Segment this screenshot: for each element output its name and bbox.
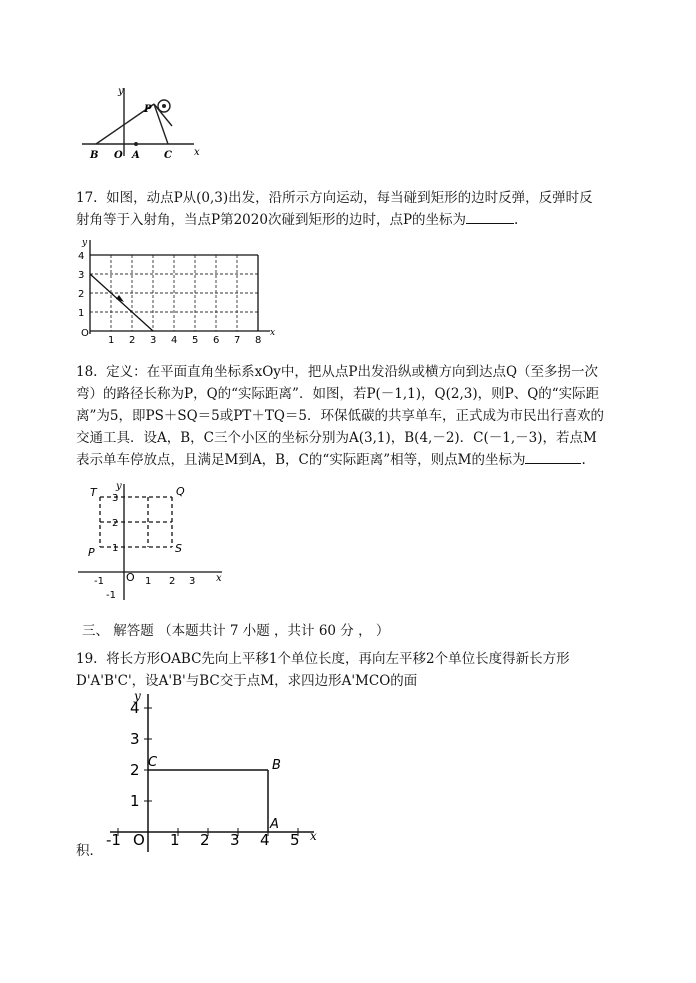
q17-number: 17. (76, 190, 98, 206)
q17-x-label: x (270, 328, 276, 338)
svg-text:2: 2 (169, 576, 176, 587)
q19-graph (100, 690, 325, 855)
q19-line2: D'A'B'C'，设A'B'与BC交于点M，求四边形A'MCO的面 (76, 673, 418, 689)
svg-text:2: 2 (130, 761, 140, 779)
svg-text:5: 5 (192, 335, 199, 346)
q19-origin: O (133, 831, 145, 849)
question-17 (76, 187, 636, 231)
svg-text:4: 4 (78, 251, 85, 262)
svg-text:3: 3 (130, 730, 140, 748)
svg-text:5: 5 (290, 831, 300, 849)
q17-answer-blank[interactable] (466, 211, 514, 224)
svg-text:6: 6 (213, 335, 220, 346)
top-figure (76, 82, 206, 162)
path-segment (90, 274, 153, 331)
top-fig-a: A (132, 150, 140, 161)
svg-text:2: 2 (112, 518, 119, 529)
top-fig-x: x (194, 147, 200, 158)
q17-x-ticks (108, 335, 261, 346)
q19-x-label: x (310, 829, 317, 843)
svg-text:-1: -1 (106, 590, 116, 601)
q18-line3: 离”为5，即PS＋SQ＝5或PT＋TQ＝5．环保低碳的共享单车，正式成为市民出行喜欢的 (76, 408, 604, 424)
svg-text:3: 3 (150, 335, 157, 346)
svg-text:4: 4 (130, 699, 140, 717)
svg-text:7: 7 (234, 335, 241, 346)
top-fig-c: C (164, 150, 172, 161)
svg-text:-1: -1 (94, 576, 104, 587)
top-fig-b: B (90, 150, 99, 161)
question-19 (76, 648, 636, 692)
svg-text:1: 1 (112, 543, 119, 554)
q18-line1: 18. 定义：在平面直角坐标系xOy中，把从点P出发沿纵或横方向到达点Q（至多拐一次 (76, 364, 599, 380)
svg-text:2: 2 (78, 289, 85, 300)
q18-origin: O (126, 571, 135, 584)
q18-y-label: y (116, 481, 122, 492)
q18-answer-blank[interactable] (525, 451, 581, 464)
point-b-label: B (272, 758, 281, 773)
svg-text:4: 4 (171, 335, 178, 346)
point-a-label: A (270, 817, 279, 832)
svg-text:3: 3 (78, 270, 85, 281)
svg-text:1: 1 (170, 831, 180, 849)
segment-pc (154, 104, 168, 144)
svg-text:-1: -1 (106, 831, 121, 849)
svg-text:1: 1 (108, 335, 115, 346)
q18-line5: 表示单车停放点，且满足M到A，B，C的“实际距离”相等，则点M的坐标为 . (76, 452, 586, 468)
q17-line1: 17. 如图，动点P从(0,3)出发，沿所示方向运动，每当碰到矩形的边时反弹，反弹时反 (76, 190, 593, 206)
point-q-label: Q (176, 485, 185, 498)
svg-text:4: 4 (260, 831, 270, 849)
question-18 (76, 361, 636, 471)
svg-text:1: 1 (145, 576, 152, 587)
q18-graph (76, 480, 232, 605)
q19-line1: 19. 将长方形OABC先向上平移1个单位长度，再向左平移2个单位长度得新长方形 (76, 651, 570, 667)
svg-text:3: 3 (189, 576, 196, 587)
point-p-label: P (88, 546, 95, 559)
point-s-label: S (175, 542, 182, 555)
q19-y-label: y (134, 690, 141, 703)
svg-text:8: 8 (255, 335, 262, 346)
top-fig-y: y (118, 86, 124, 97)
point-c-label: C (148, 755, 158, 770)
q18-line4: 交通工具．设A，B，C三个小区的坐标分别为A(3,1)，B(4,－2)．C(－1,－3)，若点M (76, 430, 597, 446)
q18-x-label: x (216, 573, 222, 584)
top-fig-p: P (144, 104, 152, 115)
svg-text:3: 3 (112, 493, 119, 504)
svg-text:1: 1 (130, 792, 140, 810)
svg-text:1: 1 (78, 308, 85, 319)
svg-text:3: 3 (230, 831, 240, 849)
q17-line2: 射角等于入射角，当点P第2020次碰到矩形的边时，点P的坐标为 . (76, 212, 519, 228)
top-fig-o: O (114, 150, 123, 161)
q19-tail: 积． (76, 843, 103, 859)
q17-y-ticks (78, 251, 84, 319)
svg-text:2: 2 (200, 831, 210, 849)
section-3-heading: 三、 解答题 （本题共计 7 小题 ，共计 60 分 ， ） (82, 623, 390, 639)
q17-origin: O (81, 328, 89, 339)
svg-text:2: 2 (129, 335, 136, 346)
q17-graph (72, 236, 282, 346)
q18-number: 18. (76, 364, 98, 380)
q19-number: 19. (76, 651, 98, 667)
q17-y-label: y (82, 238, 88, 248)
point-t-label: T (90, 486, 97, 499)
q18-line2: 弯）的路径长称为P，Q的“实际距离”．如图，若P(－1,1)，Q(2,3)，则P、Q的“实际距 (76, 386, 600, 402)
